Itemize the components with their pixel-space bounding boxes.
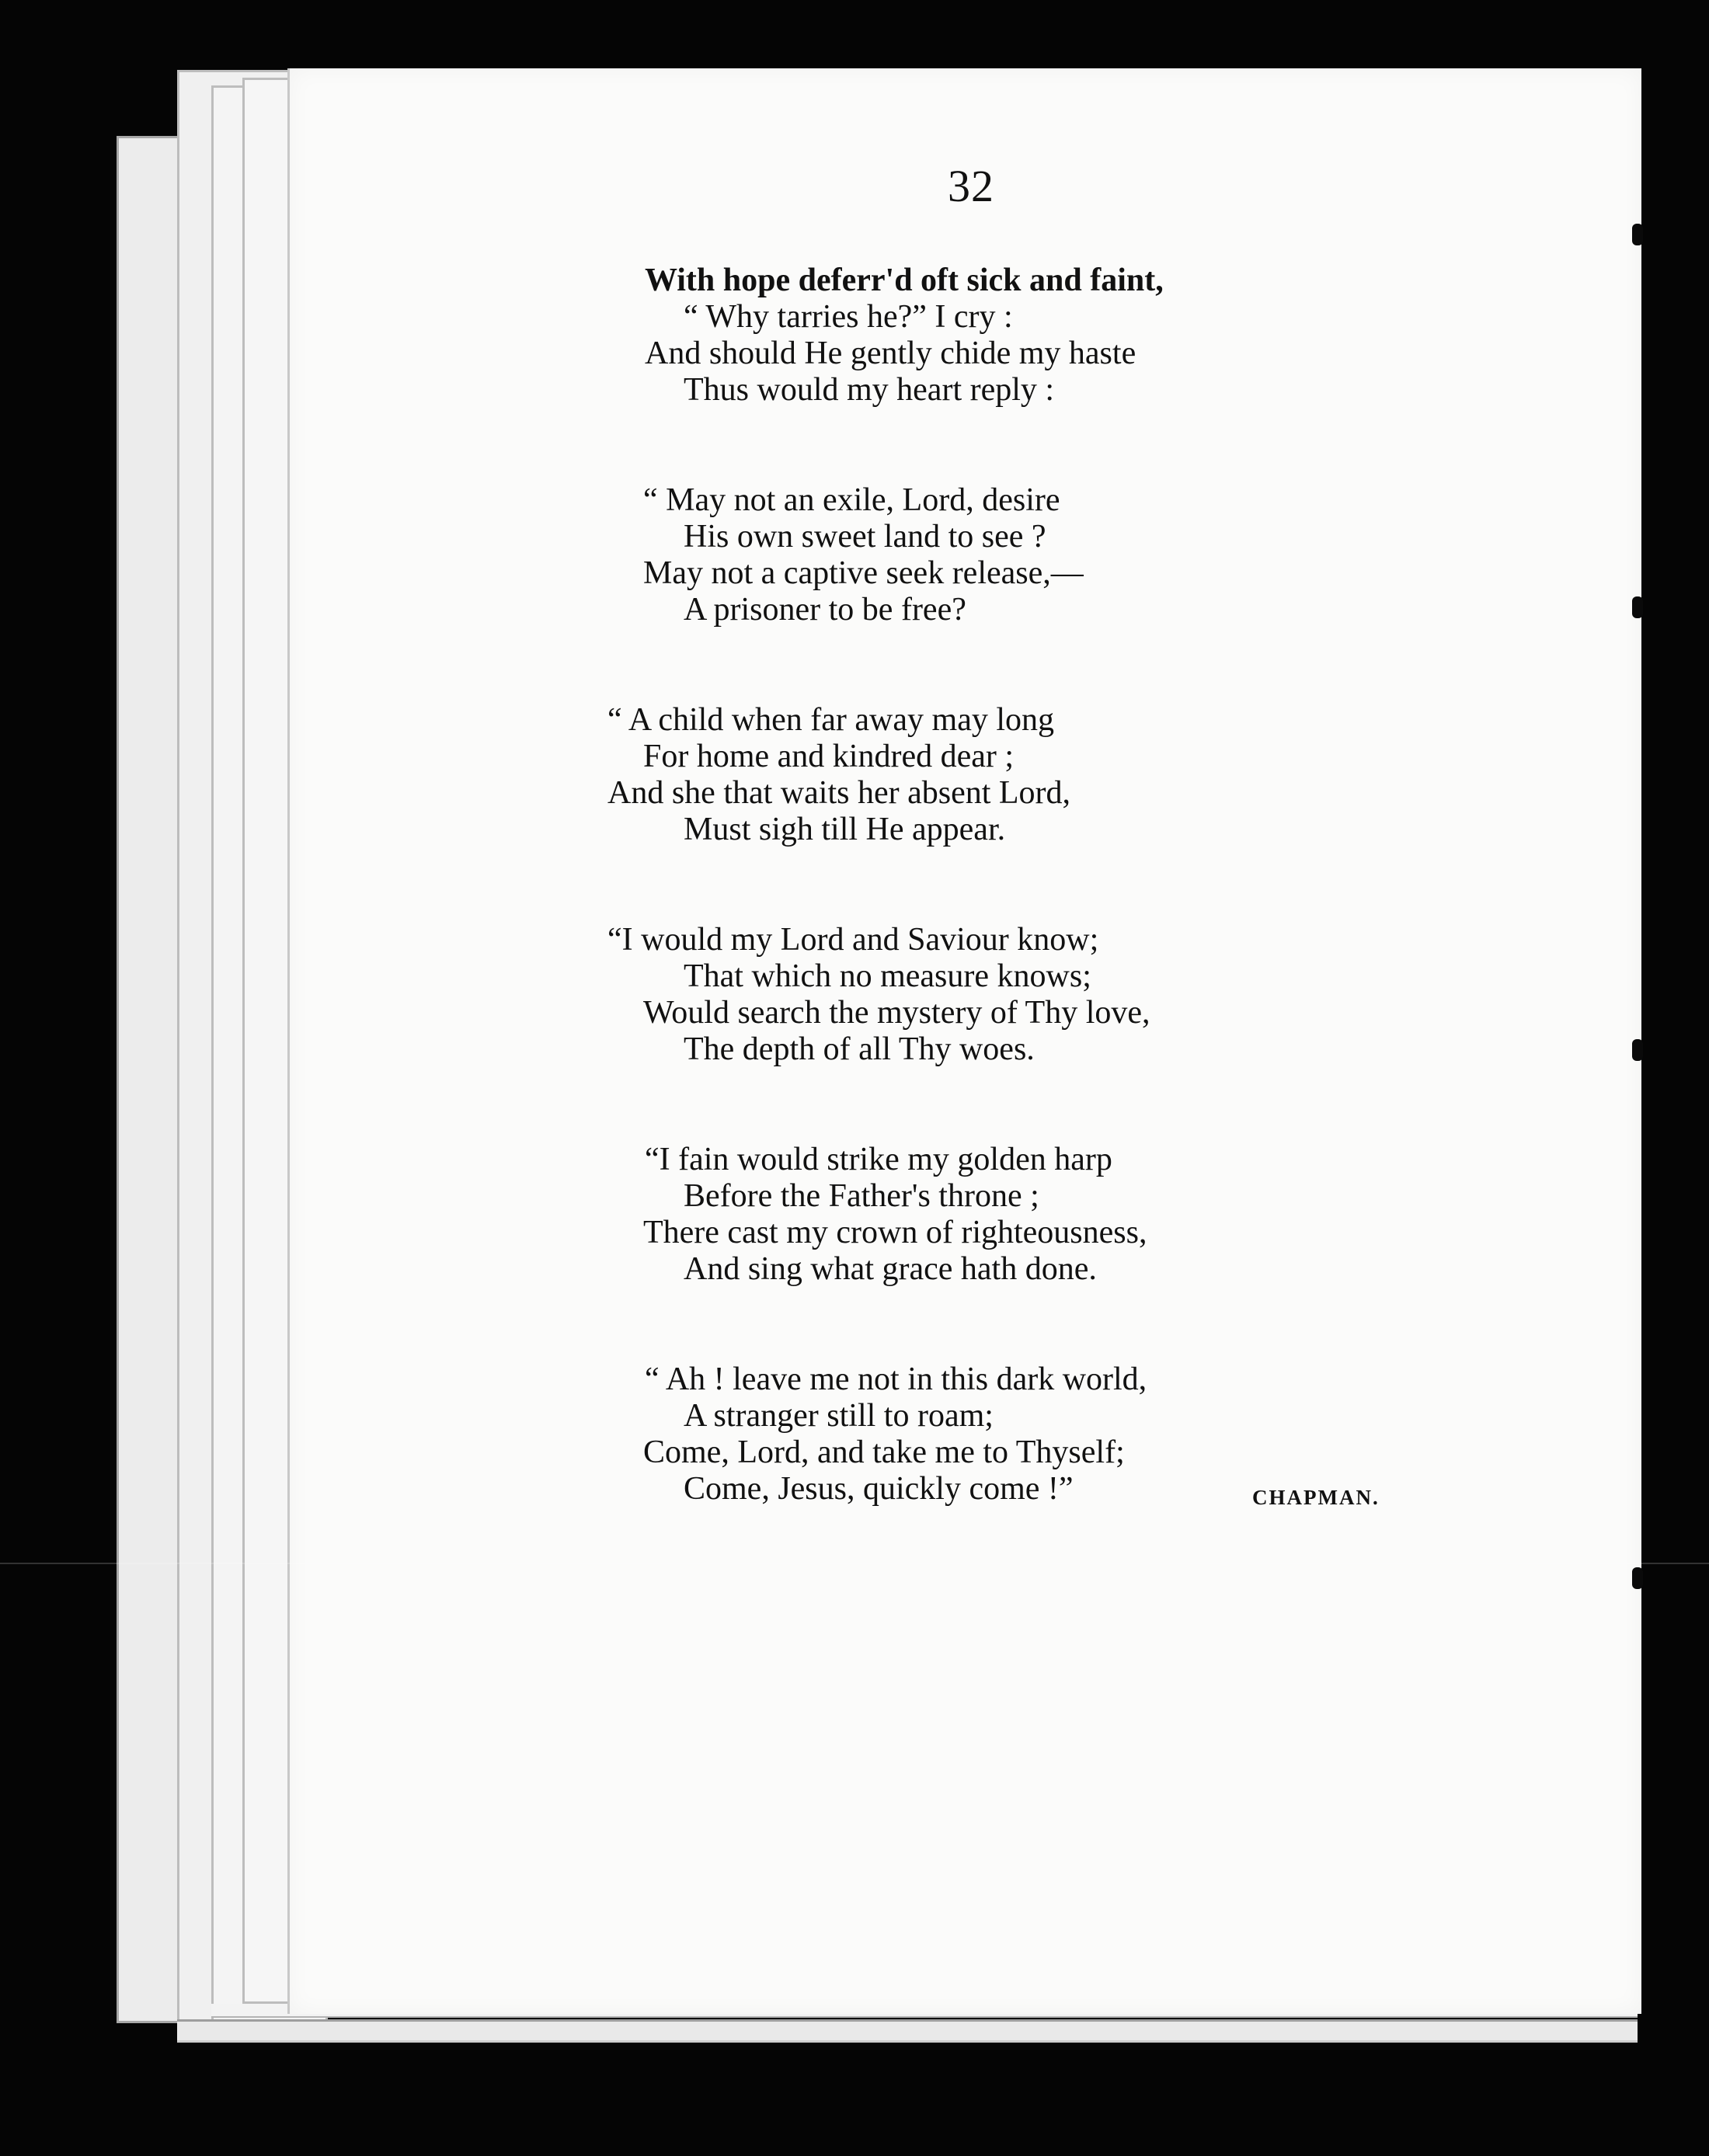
poem-line: His own sweet land to see ? (684, 519, 1046, 555)
poem-line: And she that waits her absent Lord, (607, 775, 1071, 811)
page-bottom-edge (177, 2019, 1638, 2043)
binding-mark (1632, 224, 1643, 245)
poem-line: Would search the mystery of Thy love, (643, 995, 1150, 1031)
poem-line: “ Ah ! leave me not in this dark world, (645, 1361, 1147, 1397)
poem-line: And sing what grace hath done. (684, 1251, 1097, 1287)
poem-line: The depth of all Thy woes. (684, 1031, 1035, 1067)
poem-line: A prisoner to be free? (684, 592, 966, 628)
poem-line: Thus would my heart reply : (684, 372, 1055, 408)
stanza-3 (590, 702, 1445, 848)
poem-line: “ May not an exile, Lord, desire (643, 482, 1060, 518)
binding-mark (1632, 1567, 1643, 1589)
binding-mark (1632, 1039, 1643, 1061)
page-number: 32 (948, 161, 994, 211)
poem-line: Come, Jesus, quickly come !” (684, 1471, 1074, 1507)
poem-line: Before the Father's throne ; (684, 1178, 1039, 1214)
poem-line: “ Why tarries he?” I cry : (684, 299, 1013, 335)
poem-attribution: CHAPMAN. (1252, 1486, 1380, 1509)
poem-line: And should He gently chide my haste (645, 336, 1136, 371)
poem-line: For home and kindred dear ; (643, 739, 1015, 774)
poem-line: “ A child when far away may long (607, 702, 1054, 738)
stanza-2 (590, 482, 1445, 628)
poem-line: “I would my Lord and Saviour know; (607, 922, 1099, 958)
poem-line: With hope deferr'd oft sick and faint, (645, 263, 1164, 298)
poem-line: “I fain would strike my golden harp (645, 1142, 1112, 1177)
stanza-1 (590, 263, 1445, 409)
poem-line: That which no measure knows; (684, 958, 1091, 994)
poem-line: A stranger still to roam; (684, 1398, 994, 1434)
poem-line: May not a captive seek release,— (643, 555, 1084, 591)
poem-line: There cast my crown of righteousness, (643, 1215, 1147, 1250)
scan-artifact-line (0, 1563, 1709, 1564)
poem-line: Must sigh till He appear. (684, 812, 1006, 847)
poem-body (590, 263, 1445, 1581)
binding-mark (1632, 596, 1643, 618)
stanza-4 (590, 922, 1445, 1068)
poem-line: Come, Lord, and take me to Thyself; (643, 1434, 1125, 1470)
stanza-5 (590, 1142, 1445, 1288)
